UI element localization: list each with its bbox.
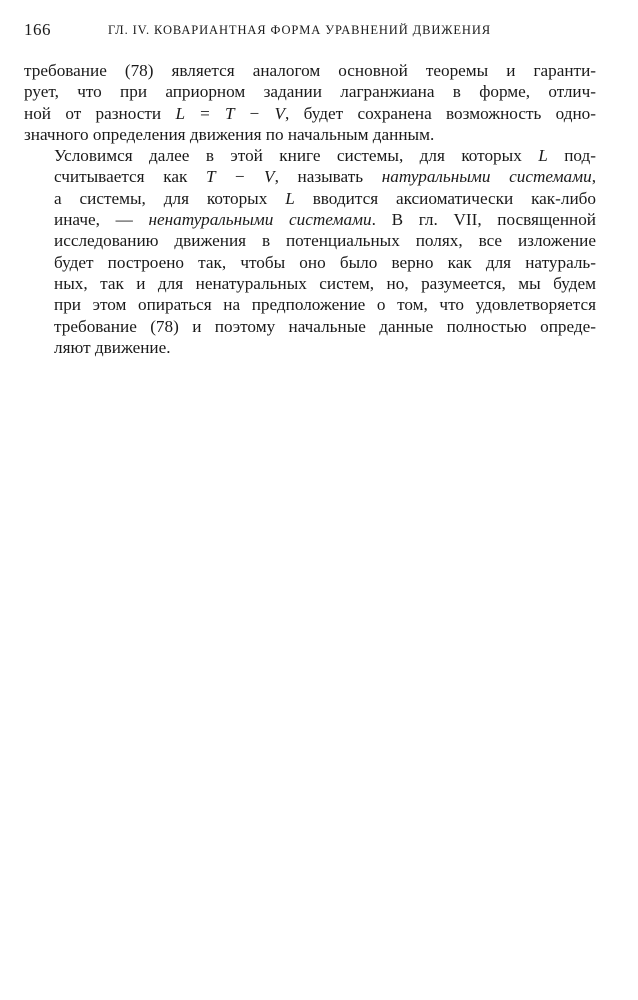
body-text bbox=[24, 60, 596, 358]
paragraph-2-line: Условимся далее в этой книге системы, для которых L под- bbox=[54, 146, 596, 166]
term-non-natural-systems: ненатуральными системами bbox=[148, 210, 372, 230]
paragraph-2-line: исследованию движения в потенциальных полях, все изложение bbox=[54, 231, 596, 251]
paragraph-1 bbox=[24, 60, 596, 145]
lagrangian-formula: L = T − V bbox=[175, 103, 285, 123]
paragraph-1-line: ной от разности L = T − V, будет сохранена возможность одно- bbox=[24, 103, 597, 123]
paragraph-2-line: ляют движение. bbox=[54, 337, 171, 357]
paragraph-1-line: рует, что при априорном задании лагранжиана в форме, отлич- bbox=[24, 82, 596, 102]
paragraph-1-line: значного определения движения по начальным данным. bbox=[24, 124, 435, 144]
page-number: 166 bbox=[24, 20, 51, 39]
paragraph-2-line: при этом опираться на предположение о том, что удовлетворяется bbox=[54, 295, 596, 315]
page-header bbox=[24, 20, 602, 44]
term-natural-systems: натуральными системами bbox=[381, 167, 592, 187]
symbol-L: L bbox=[538, 146, 548, 166]
running-head: ГЛ. IV. КОВАРИАНТНАЯ ФОРМА УРАВНЕНИЙ ДВИЖЕНИЯ bbox=[108, 23, 491, 37]
paragraph-2 bbox=[24, 145, 596, 358]
paragraph-2-line: требование (78) и поэтому начальные данные полностью опреде- bbox=[54, 316, 596, 336]
paragraph-2-line: считывается как T − V, называть натуральными системами, bbox=[54, 167, 596, 187]
paragraph-2-line: ных, так и для ненатуральных систем, но, разумеется, мы будем bbox=[54, 273, 596, 293]
paragraph-2-line: а системы, для которых L вводится аксиоматически как-либо bbox=[54, 188, 596, 208]
symbol-L: L bbox=[285, 188, 295, 208]
formula-T-minus-V: T − V bbox=[205, 167, 275, 187]
paragraph-2-line: иначе, — ненатуральными системами. В гл. VII, посвященной bbox=[54, 210, 597, 230]
paragraph-2-line: будет построено так, чтобы оно было верно как для натураль- bbox=[54, 252, 596, 272]
paragraph-1-line: требование (78) является аналогом основной теоремы и гаранти- bbox=[24, 61, 596, 80]
